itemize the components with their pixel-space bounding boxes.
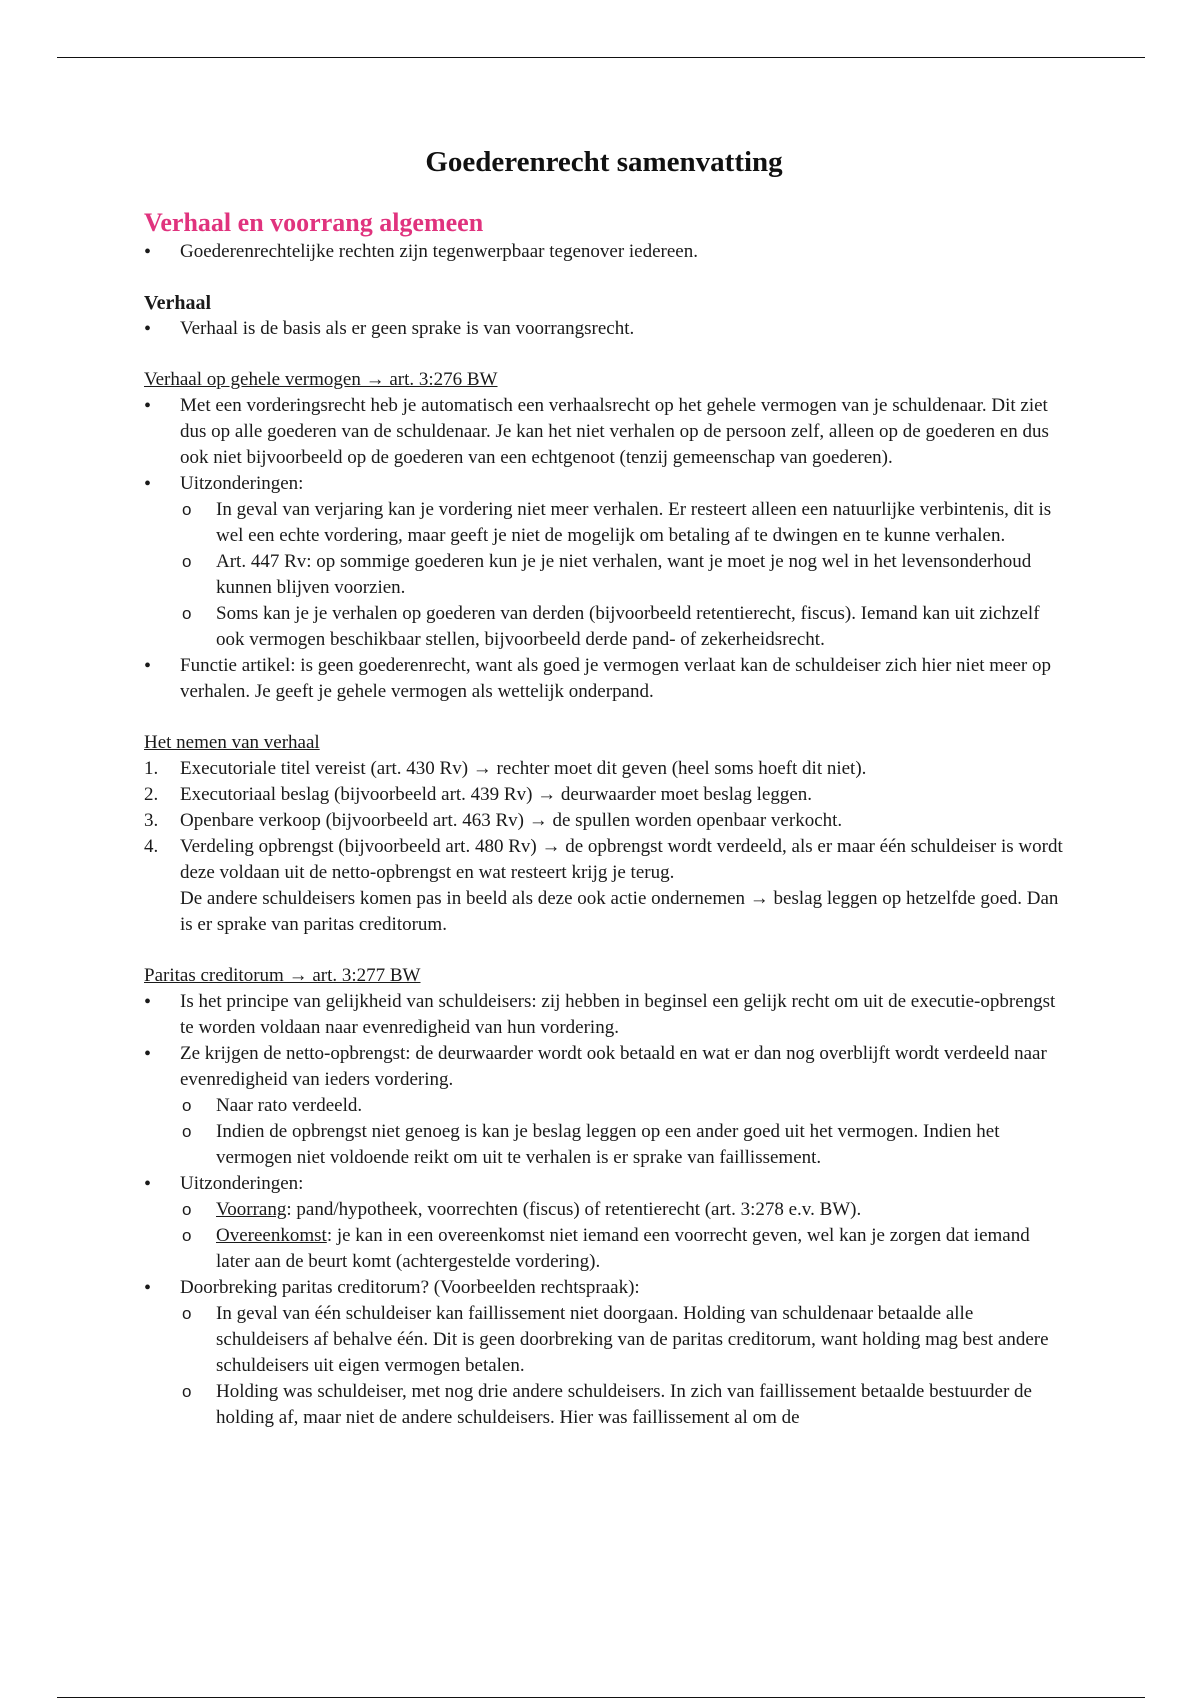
list-item: • Goederenrechtelijke rechten zijn tegenwerpbaar tegenover iedereen. (144, 239, 1064, 265)
list-item (144, 1171, 1064, 1275)
numbered-item (144, 782, 1064, 808)
list-item: • Verhaal is de basis als er geen sprake is van voorrangsrecht. (144, 316, 1064, 342)
item-number: 2. (144, 784, 159, 805)
gehele-vermogen-list (144, 393, 1064, 705)
footer-rule (57, 1697, 1145, 1698)
term-overeenkomst: Overeenkomst (216, 1225, 327, 1246)
sub-list (144, 1093, 1064, 1171)
item-text: Executoriaal beslag (bijvoorbeeld art. 439 Rv) → deurwaarder moet beslag leggen. (180, 784, 813, 805)
intro-list (144, 239, 1064, 265)
numbered-item (144, 756, 1064, 782)
sub-list-item: o Holding was schuldeiser, met nog drie andere schuldeisers. In zich van faillissement betaalde bestuurder de holding af, maar niet de andere schuldeisers. Hier was faillissement al om de (144, 1379, 1064, 1431)
item-text: Openbare verkoop (bijvoorbeeld art. 463 Rv) → de spullen worden openbaar verkocht. (180, 810, 843, 831)
verhaal-list (144, 316, 1064, 342)
nemen-list (144, 756, 1064, 938)
page-title: Goederenrecht samenvatting (425, 146, 783, 178)
subheading-verhaal: Verhaal (144, 292, 212, 314)
list-item-text: Doorbreking paritas creditorum? (Voorbeelden rechtspraak): (180, 1277, 640, 1298)
sub-list (144, 1197, 1064, 1275)
list-item-text: Uitzonderingen: (180, 1173, 304, 1194)
sub-list-item (144, 1197, 1064, 1223)
sub-list-item: o Indien de opbrengst niet genoeg is kan je beslag leggen op een ander goed uit het vermogen. Indien het vermogen niet voldoende reikt om uit te verhalen is er sprake van faillissement. (144, 1119, 1064, 1171)
list-item (144, 1041, 1064, 1171)
document-body (144, 207, 1064, 1431)
section-heading: Verhaal en voorrang algemeen (144, 208, 484, 237)
list-item (144, 471, 1064, 653)
sub-list-item: o Art. 447 Rv: op sommige goederen kun je je niet verhalen, want je moet je nog wel in het levensonderhoud kunnen blijven voorzien. (144, 549, 1064, 601)
item-continuation: De andere schuldeisers komen pas in beeld als deze ook actie ondernemen → beslag leggen op hetzelfde goed. Dan is er sprake van paritas creditorum. (180, 888, 1059, 935)
subheading-gehele-vermogen: Verhaal op gehele vermogen → art. 3:276 BW (144, 369, 498, 390)
sub-list (144, 497, 1064, 653)
item-number: 1. (144, 758, 159, 779)
sub-list-item: o In geval van één schuldeiser kan faillissement niet doorgaan. Holding van schuldenaar betaalde alle schuldeisers af behalve één. Dit is geen doorbreking van de paritas creditorum, want holding mag best andere schuldeisers uit eigen vermogen betalen. (144, 1301, 1064, 1379)
term-text: : pand/hypotheek, voorrechten (fiscus) of retentierecht (art. 3:278 e.v. BW). (286, 1199, 862, 1220)
list-item: • Met een vorderingsrecht heb je automatisch een verhaalsrecht op het gehele vermogen van je schuldenaar. Dit ziet dus op alle goederen van de schuldenaar. Je kan het niet verhalen op de persoon zelf, alleen op de goederen en dus ook niet bijvoorbeeld op de goederen van een echtgenoot (tenzij gemeenschap van goederen). (144, 393, 1064, 471)
list-item-text: Ze krijgen de netto-opbrengst: de deurwaarder wordt ook betaald en wat er dan nog overblijft wordt verdeeld naar evenredigheid van ieders vordering. (180, 1043, 1047, 1090)
sub-list (144, 1301, 1064, 1431)
item-number: 4. (144, 836, 159, 857)
item-text: Verdeling opbrengst (bijvoorbeeld art. 480 Rv) → de opbrengst wordt verdeeld, als er maar één schuldeiser is wordt deze voldaan uit de netto-opbrengst en wat resteert krijg je terug. (180, 836, 1063, 883)
sub-list-item: o In geval van verjaring kan je vordering niet meer verhalen. Er resteert alleen een natuurlijke verbintenis, dit is wel een echte vordering, maar geeft je niet de mogelijk om betaling af te dwingen en te kunne verhalen. (144, 497, 1064, 549)
numbered-item (144, 834, 1064, 938)
paritas-list (144, 989, 1064, 1431)
subheading-paritas-creditorum: Paritas creditorum → art. 3:277 BW (144, 965, 421, 986)
list-item (144, 1275, 1064, 1431)
item-text: Executoriale titel vereist (art. 430 Rv) → rechter moet dit geven (heel soms hoeft dit niet). (180, 758, 867, 779)
numbered-item (144, 808, 1064, 834)
term-voorrang: Voorrang (216, 1199, 287, 1220)
subheading-nemen-van-verhaal: Het nemen van verhaal (144, 732, 320, 753)
sub-list-item: o Soms kan je je verhalen op goederen van derden (bijvoorbeeld retentierecht, fiscus). Iemand kan uit zichzelf ook vermogen beschikbaar stellen, bijvoorbeeld derde pand- of zekerheidsrecht. (144, 601, 1064, 653)
list-item: • Functie artikel: is geen goederenrecht, want als goed je vermogen verlaat kan de schuldeiser zich hier niet meer op verhalen. Je geeft je gehele vermogen als wettelijk onderpand. (144, 653, 1064, 705)
sub-list-item: o Naar rato verdeeld. (144, 1093, 1064, 1119)
header-rule (57, 57, 1145, 58)
item-number: 3. (144, 810, 159, 831)
list-item: • Is het principe van gelijkheid van schuldeisers: zij hebben in beginsel een gelijk recht om uit de executie-opbrengst te worden voldaan naar evenredigheid van hun vordering. (144, 989, 1064, 1041)
sub-list-item (144, 1223, 1064, 1275)
term-text: : je kan in een overeenkomst niet iemand een voorrecht geven, wel kan je zorgen dat iemand later aan de beurt komt (achtergestelde vordering). (216, 1225, 1030, 1272)
list-item-text: Uitzonderingen: (180, 473, 304, 494)
